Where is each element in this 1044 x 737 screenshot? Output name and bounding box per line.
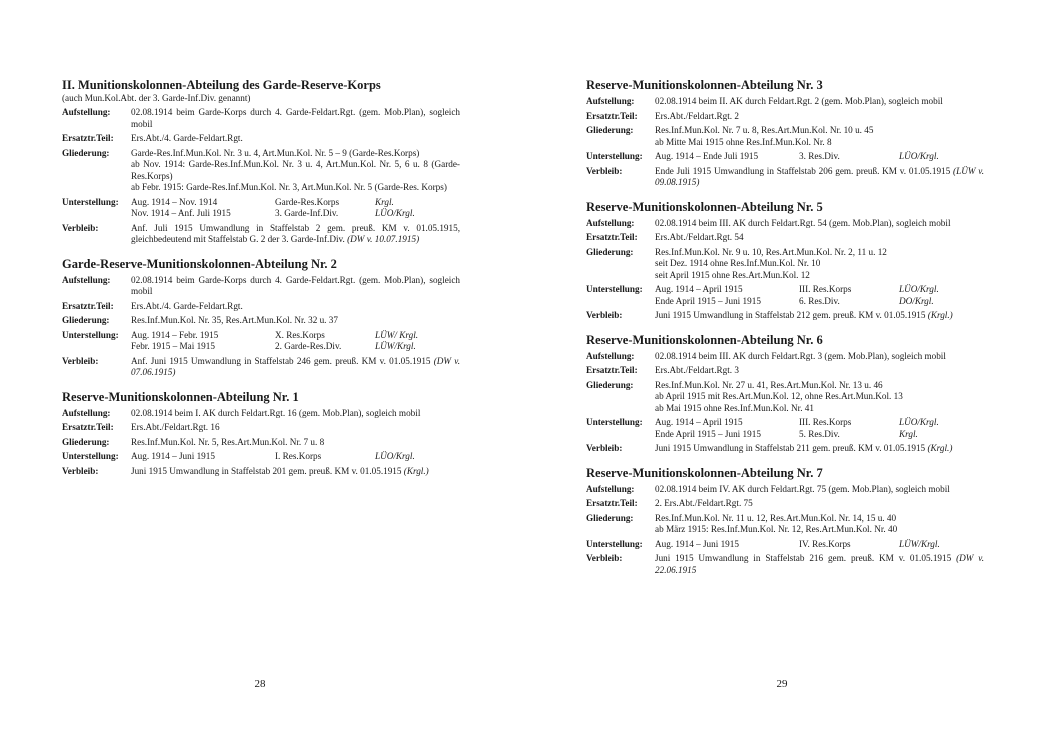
- unterstellung-source: Krgl.: [899, 428, 918, 439]
- entry-row: [586, 151, 984, 163]
- verbleib-source: (DW v. 07.06.1915): [131, 355, 460, 377]
- field-label: Gliederung:: [586, 512, 634, 523]
- entry-row: [586, 539, 984, 551]
- field-value: [131, 275, 460, 298]
- field-label: Ersatztr.Teil:: [586, 365, 638, 375]
- field-label: Unterstellung:: [62, 196, 119, 207]
- ersatz-text: Ers.Abt./Feldart.Rgt. 2: [655, 110, 739, 121]
- verbleib-source: (LÜW v. 09.08.1915): [655, 165, 985, 187]
- field-value: [655, 247, 984, 282]
- gliederung-line: seit April 1915 ohne Res.Art.Mun.Kol. 12: [655, 269, 810, 280]
- unterstellung-source: LÜO/Krgl.: [375, 208, 415, 218]
- field-label: Ersatztr.Teil:: [586, 110, 638, 121]
- entry-row: [586, 498, 984, 510]
- field-value: [131, 330, 460, 353]
- unterstellung-source: DO/Krgl.: [899, 295, 934, 306]
- page-number-left: 28: [254, 678, 266, 690]
- section-heading: Reserve-Munitionskolonnen-Abteilung Nr. 3: [586, 78, 823, 92]
- left-page: [62, 78, 460, 488]
- entry-row: [586, 553, 984, 576]
- field-label: Aufstellung:: [586, 350, 635, 361]
- field-label: Gliederung:: [62, 147, 110, 158]
- aufstellung-text: 02.08.1914 beim III. AK durch Feldart.Rgt. 54 (gem. Mob.Plan), sogleich mobil: [655, 217, 951, 228]
- unterstellung-source: LÜO/Krgl.: [899, 151, 939, 161]
- entry-row: [62, 197, 460, 220]
- ersatz-text: Ers.Abt./4. Garde-Feldart.Rgt.: [131, 300, 243, 311]
- section-heading: Reserve-Munitionskolonnen-Abteilung Nr. 6: [586, 332, 823, 347]
- field-value: [131, 437, 460, 449]
- field-value: [655, 111, 984, 123]
- entry-row: [62, 223, 460, 246]
- unterstellung-unit: 3. Garde-Inf.Div.: [275, 208, 339, 218]
- section-heading: Reserve-Munitionskolonnen-Abteilung Nr. 5: [586, 199, 823, 214]
- field-value: [655, 218, 984, 230]
- field-label: Ersatztr.Teil:: [62, 422, 114, 432]
- verbleib-source: (Krgl.): [927, 443, 953, 453]
- unterstellung-period: Aug. 1914 – Juni 1915: [131, 451, 215, 461]
- unit-section: [586, 200, 984, 322]
- unterstellung-unit: X. Res.Korps: [275, 329, 325, 340]
- verbleib-source: (Krgl.): [403, 465, 429, 476]
- verbleib-text: Juni 1915 Umwandlung in Staffelstab 216 gem. preuß. KM v. 01.05.1915: [655, 553, 952, 563]
- unterstellung-period: Aug. 1914 – Febr. 1915: [131, 329, 219, 340]
- entry-row: [586, 218, 984, 230]
- entry-row: [586, 484, 984, 496]
- field-label: Verbleib:: [586, 443, 623, 453]
- entry-row: [586, 166, 984, 189]
- field-value: [131, 422, 460, 434]
- field-label: Aufstellung:: [62, 107, 111, 117]
- section-heading: Reserve-Munitionskolonnen-Abteilung Nr. 7: [586, 465, 823, 480]
- unterstellung-row: [655, 417, 984, 429]
- unterstellung-unit: I. Res.Korps: [275, 451, 322, 461]
- unterstellung-period: Aug. 1914 – April 1915: [655, 417, 743, 427]
- field-value: [131, 315, 460, 327]
- gliederung-line: Res.Inf.Mun.Kol. Nr. 9 u. 10, Res.Art.Mun.Kol. Nr. 2, 11 u. 12: [655, 246, 887, 257]
- unterstellung-row: [131, 208, 460, 220]
- entry-row: [586, 284, 984, 307]
- unterstellung-source: LÜO/Krgl.: [899, 417, 939, 427]
- field-value: [131, 148, 460, 194]
- entry-row: [62, 330, 460, 353]
- entry-row: [62, 315, 460, 327]
- field-label: Verbleib:: [586, 165, 623, 176]
- field-value: [655, 310, 984, 322]
- field-value: [655, 443, 984, 455]
- field-value: [655, 417, 984, 440]
- gliederung-line: Res.Inf.Mun.Kol. Nr. 7 u. 8, Res.Art.Mun.Kol. Nr. 10 u. 45: [655, 125, 874, 135]
- field-value: [131, 356, 460, 379]
- unterstellung-period: Aug. 1914 – April 1915: [655, 284, 743, 294]
- unterstellung-source: LÜW/Krgl.: [375, 341, 416, 351]
- field-value: [655, 539, 984, 551]
- unterstellung-source: LÜO/Krgl.: [375, 451, 415, 461]
- section-heading: Reserve-Munitionskolonnen-Abteilung Nr. 1: [62, 389, 299, 404]
- field-label: Verbleib:: [586, 553, 623, 563]
- unterstellung-source: LÜW/Krgl.: [899, 538, 940, 549]
- entry-row: [586, 310, 984, 322]
- entry-row: [62, 133, 460, 145]
- unterstellung-row: [655, 429, 984, 441]
- entry-row: [586, 417, 984, 440]
- aufstellung-text: 02.08.1914 beim Garde-Korps durch 4. Garde-Feldart.Rgt. (gem. Mob.Plan), sogleich mobil: [131, 274, 460, 296]
- unterstellung-unit: IV. Res.Korps: [799, 538, 851, 549]
- field-label: Ersatztr.Teil:: [586, 498, 638, 508]
- unterstellung-unit: III. Res.Korps: [799, 284, 852, 294]
- field-value: [655, 125, 984, 148]
- unterstellung-row: [131, 341, 460, 353]
- gliederung-line: ab Mitte Mai 1915 ohne Res.Inf.Mun.Kol. Nr. 8: [655, 136, 832, 147]
- field-label: Unterstellung:: [586, 284, 643, 294]
- verbleib-source: (DW v. 22.06.1915: [655, 553, 985, 575]
- section-subheading: (auch Mun.Kol.Abt. der 3. Garde-Inf.Div. genannt): [62, 93, 251, 103]
- aufstellung-text: 02.08.1914 beim II. AK durch Feldart.Rgt. 2 (gem. Mob.Plan), sogleich mobil: [655, 96, 943, 106]
- unit-section: [62, 390, 460, 478]
- unit-section: [586, 333, 984, 455]
- entry-row: [586, 380, 984, 415]
- field-value: [131, 223, 460, 246]
- unterstellung-unit: 3. Res.Div.: [799, 151, 840, 161]
- entry-row: [586, 96, 984, 108]
- aufstellung-text: 02.08.1914 beim III. AK durch Feldart.Rgt. 3 (gem. Mob.Plan), sogleich mobil: [655, 350, 946, 361]
- ersatz-text: Ers.Abt./4. Garde-Feldart.Rgt.: [131, 133, 243, 143]
- entry-row: [62, 107, 460, 130]
- entry-row: [586, 513, 984, 536]
- entry-row: [62, 466, 460, 478]
- field-label: Aufstellung:: [62, 407, 111, 418]
- field-value: [655, 498, 984, 510]
- field-label: Gliederung:: [586, 379, 634, 390]
- gliederung-line: Res.Inf.Mun.Kol. Nr. 5, Res.Art.Mun.Kol. Nr. 7 u. 8: [131, 436, 325, 447]
- verbleib-source: (DW v. 10.07.1915): [347, 234, 420, 244]
- field-label: Unterstellung:: [62, 329, 119, 340]
- unterstellung-source: LÜW/ Krgl.: [375, 329, 419, 340]
- gliederung-line: Res.Inf.Mun.Kol. Nr. 35, Res.Art.Mun.Kol. Nr. 32 u. 37: [131, 315, 338, 325]
- field-label: Verbleib:: [62, 465, 99, 476]
- gliederung-line: ab März 1915: Res.Inf.Mun.Kol. Nr. 12, Res.Art.Mun.Kol. Nr. 40: [655, 524, 898, 534]
- verbleib-text: Ende Juli 1915 Umwandlung in Staffelstab 206 gem. preuß. KM v. 01.05.1915: [655, 165, 951, 176]
- entry-row: [62, 451, 460, 463]
- unit-section: [62, 78, 460, 246]
- field-label: Aufstellung:: [586, 96, 635, 106]
- unterstellung-period: Nov. 1914 – Anf. Juli 1915: [131, 208, 231, 218]
- verbleib-text: Juni 1915 Umwandlung in Staffelstab 211 gem. preuß. KM v. 01.05.1915: [655, 443, 926, 453]
- gliederung-line: ab Febr. 1915: Garde-Res.Inf.Mun.Kol. Nr. 3, Art.Mun.Kol. Nr. 5 (Garde-Res. Korps): [131, 182, 447, 192]
- field-value: [131, 466, 460, 478]
- gliederung-line: ab Nov. 1914: Garde-Res.Inf.Mun.Kol. Nr. 3 u. 4, Art.Mun.Kol. Nr. 5, 6 u. 8 (Garde-Res.Korps): [131, 159, 460, 181]
- unterstellung-period: Aug. 1914 – Ende Juli 1915: [655, 151, 759, 161]
- field-value: [131, 408, 460, 420]
- field-value: [131, 107, 460, 130]
- aufstellung-text: 02.08.1914 beim Garde-Korps durch 4. Garde-Feldart.Rgt. (gem. Mob.Plan), sogleich mobil: [131, 107, 460, 129]
- unterstellung-period: Febr. 1915 – Mai 1915: [131, 341, 215, 351]
- section-heading: II. Munitionskolonnen-Abteilung des Garde-Reserve-Korps: [62, 78, 381, 92]
- entry-row: [62, 422, 460, 434]
- field-label: Gliederung:: [62, 315, 110, 325]
- entry-row: [586, 443, 984, 455]
- verbleib-text: Juni 1915 Umwandlung in Staffelstab 212 gem. preuß. KM v. 01.05.1915: [655, 310, 926, 320]
- gliederung-line: Garde-Res.Inf.Mun.Kol. Nr. 3 u. 4, Art.Mun.Kol. Nr. 5 – 9 (Garde-Res.Korps): [131, 147, 420, 158]
- unterstellung-period: Ende April 1915 – Juni 1915: [655, 295, 761, 306]
- field-label: Verbleib:: [586, 310, 623, 320]
- unterstellung-row: [655, 296, 984, 308]
- entry-row: [586, 365, 984, 377]
- field-label: Aufstellung:: [586, 217, 635, 228]
- entry-row: [586, 247, 984, 282]
- unterstellung-unit: 2. Garde-Res.Div.: [275, 341, 342, 351]
- unterstellung-row: [131, 330, 460, 342]
- verbleib-text: Anf. Juni 1915 Umwandlung in Staffelstab 246 gem. preuß. KM v. 01.05.1915: [131, 355, 431, 366]
- aufstellung-text: 02.08.1914 beim IV. AK durch Feldart.Rgt. 75 (gem. Mob.Plan), sogleich mobil: [655, 483, 950, 494]
- unterstellung-period: Aug. 1914 – Nov. 1914: [131, 196, 218, 207]
- unterstellung-source: Krgl.: [375, 196, 394, 207]
- field-label: Ersatztr.Teil:: [62, 133, 114, 143]
- field-value: [655, 232, 984, 244]
- field-value: [131, 133, 460, 145]
- entry-row: [586, 351, 984, 363]
- field-value: [655, 151, 984, 163]
- unterstellung-row: [131, 451, 460, 463]
- verbleib-source: (Krgl.): [927, 310, 953, 320]
- gliederung-line: ab April 1915 mit Res.Art.Mun.Kol. 12, ohne Res.Art.Mun.Kol. 13: [655, 391, 903, 401]
- section-heading: Garde-Reserve-Munitionskolonnen-Abteilung Nr. 2: [62, 256, 337, 271]
- entry-row: [62, 148, 460, 194]
- field-label: Ersatztr.Teil:: [62, 300, 114, 311]
- right-page: [586, 78, 984, 587]
- field-value: [655, 166, 984, 189]
- verbleib-text: Juni 1915 Umwandlung in Staffelstab 201 gem. preuß. KM v. 01.05.1915: [131, 465, 402, 476]
- field-label: Unterstellung:: [586, 151, 643, 161]
- field-label: Gliederung:: [586, 125, 634, 135]
- field-value: [655, 513, 984, 536]
- entry-row: [586, 125, 984, 148]
- field-value: [131, 451, 460, 463]
- unterstellung-row: [655, 151, 984, 163]
- field-value: [655, 365, 984, 377]
- field-value: [655, 284, 984, 307]
- gliederung-line: Res.Inf.Mun.Kol. Nr. 11 u. 12, Res.Art.Mun.Kol. Nr. 14, 15 u. 40: [655, 512, 897, 523]
- field-label: Aufstellung:: [586, 483, 635, 494]
- gliederung-line: Res.Inf.Mun.Kol. Nr. 27 u. 41, Res.Art.Mun.Kol. Nr. 13 u. 46: [655, 379, 883, 390]
- entry-row: [62, 301, 460, 313]
- unterstellung-row: [655, 539, 984, 551]
- unterstellung-unit: III. Res.Korps: [799, 417, 852, 427]
- entry-row: [586, 111, 984, 123]
- field-label: Verbleib:: [62, 355, 99, 366]
- field-label: Gliederung:: [586, 246, 634, 257]
- field-label: Ersatztr.Teil:: [586, 232, 638, 242]
- unit-section: [586, 466, 984, 577]
- entry-row: [62, 356, 460, 379]
- field-label: Unterstellung:: [62, 451, 119, 461]
- field-label: Aufstellung:: [62, 274, 111, 285]
- field-value: [131, 197, 460, 220]
- unterstellung-row: [655, 284, 984, 296]
- entry-row: [62, 408, 460, 420]
- unterstellung-unit: 5. Res.Div.: [799, 428, 840, 439]
- ersatz-text: Ers.Abt./Feldart.Rgt. 54: [655, 232, 744, 242]
- unterstellung-period: Ende April 1915 – Juni 1915: [655, 428, 761, 439]
- entry-row: [62, 275, 460, 298]
- field-value: [655, 351, 984, 363]
- entry-row: [62, 437, 460, 449]
- unit-section: [586, 78, 984, 189]
- field-value: [655, 484, 984, 496]
- ersatz-text: Ers.Abt./Feldart.Rgt. 16: [131, 422, 220, 432]
- ersatz-text: 2. Ers.Abt./Feldart.Rgt. 75: [655, 498, 753, 508]
- verbleib-text: Anf. Juli 1915 Umwandlung in Staffelstab 2 gem. preuß. KM v. 01.05.1915, gleichbedeutend mit Staffelstab G. 2 der 3. Garde-Inf.Div.: [131, 222, 460, 244]
- field-label: Gliederung:: [62, 436, 110, 447]
- entry-row: [586, 232, 984, 244]
- page-number-right: 29: [776, 678, 788, 690]
- field-label: Verbleib:: [62, 222, 99, 233]
- unit-section: [62, 257, 460, 379]
- unterstellung-row: [131, 197, 460, 209]
- unterstellung-period: Aug. 1914 – Juni 1915: [655, 538, 739, 549]
- field-label: Unterstellung:: [586, 417, 643, 427]
- ersatz-text: Ers.Abt./Feldart.Rgt. 3: [655, 365, 739, 375]
- gliederung-line: seit Dez. 1914 ohne Res.Inf.Mun.Kol. Nr. 10: [655, 258, 821, 268]
- unterstellung-unit: 6. Res.Div.: [799, 295, 840, 306]
- gliederung-line: ab Mai 1915 ohne Res.Inf.Mun.Kol. Nr. 41: [655, 402, 814, 413]
- field-label: Unterstellung:: [586, 538, 643, 549]
- field-value: [655, 96, 984, 108]
- aufstellung-text: 02.08.1914 beim I. AK durch Feldart.Rgt. 16 (gem. Mob.Plan), sogleich mobil: [131, 407, 421, 418]
- field-value: [655, 380, 984, 415]
- unterstellung-unit: Garde-Res.Korps: [275, 196, 340, 207]
- unterstellung-source: LÜO/Krgl.: [899, 284, 939, 294]
- field-value: [131, 301, 460, 313]
- field-value: [655, 553, 984, 576]
